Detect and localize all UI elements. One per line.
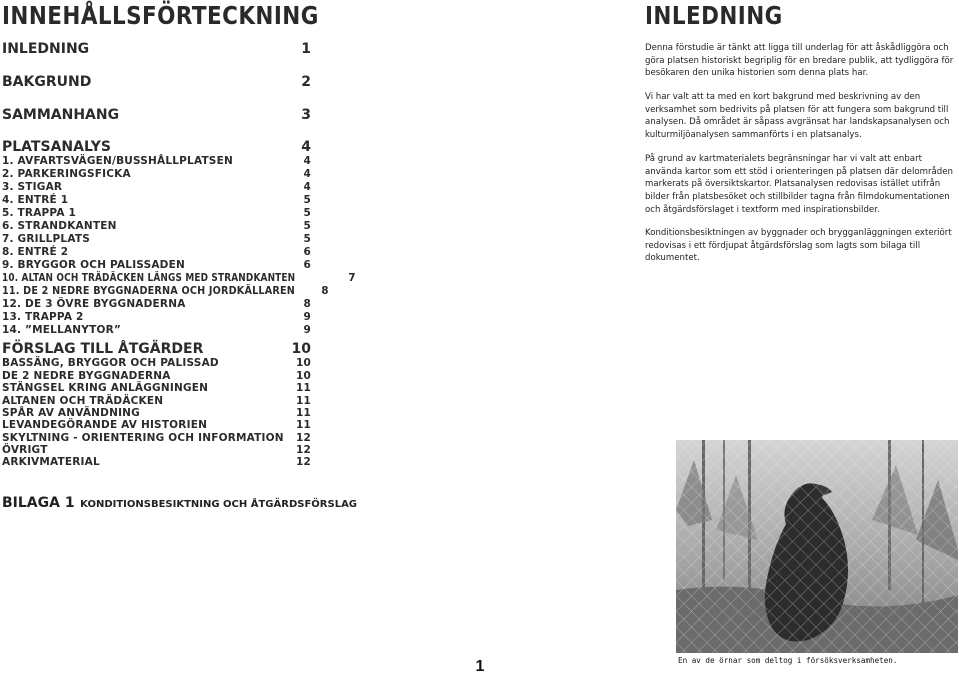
appendix-text: KONDITIONSBESIKTNING OCH ÅTGÄRDSFÖRSLAG — [80, 499, 358, 510]
toc-subentry-label: STÄNGSEL KRING ANLÄGGNINGEN — [2, 382, 209, 394]
toc-entry-page: 4 — [301, 139, 311, 155]
toc-subentry-label: 1. AVFARTSVÄGEN/BUSSHÅLLPLATSEN — [2, 155, 233, 167]
toc-subentry-label: SKYLTNING - ORIENTERING OCH INFORMATION — [2, 432, 284, 444]
toc-subentry-page: 12 — [295, 444, 311, 456]
toc-subentry-label: 3. STIGAR — [2, 181, 63, 193]
toc-entry-page: 3 — [301, 107, 311, 123]
toc-subentry-label: 12. DE 3 ÖVRE BYGGNADERNA — [2, 298, 186, 310]
toc-subentry-page: 5 — [303, 233, 311, 245]
toc-entry-sammanhang[interactable] — [2, 106, 311, 124]
toc-subentry-label: 5. TRAPPA 1 — [2, 207, 77, 219]
eagle-photo — [676, 440, 958, 653]
toc-subentry-page: 4 — [303, 181, 311, 193]
toc-entry-page: 2 — [301, 74, 311, 90]
toc-subentry-page: 8 — [321, 285, 329, 297]
toc-subentry[interactable] — [2, 181, 311, 194]
toc-subentry-page: 11 — [295, 395, 311, 407]
toc-entry-forslag[interactable] — [2, 340, 311, 358]
toc-subentry-label: 8. ENTRÉ 2 — [2, 246, 69, 258]
toc-subentry-label: 9. BRYGGOR OCH PALISSADEN — [2, 259, 185, 271]
toc-entry-label: INLEDNING — [2, 41, 90, 57]
toc-subentry[interactable] — [2, 155, 311, 168]
toc-subentry-page: 6 — [303, 246, 311, 258]
toc-subentry-label: 13. TRAPPA 2 — [2, 311, 84, 323]
toc-subentry-label: 4. ENTRÉ 1 — [2, 194, 69, 206]
toc-subentry-page: 7 — [348, 272, 356, 284]
toc-subentry-label: 11. DE 2 NEDRE BYGGNADERNA OCH JORDKÄLLAREN — [2, 285, 296, 297]
toc-subentry-label: ÖVRIGT — [2, 444, 48, 456]
toc-subentry[interactable] — [2, 259, 311, 272]
toc-subentry[interactable] — [2, 246, 311, 259]
toc-subentry[interactable] — [2, 456, 311, 469]
toc-subentry-label: DE 2 NEDRE BYGGNADERNA — [2, 370, 171, 382]
toc-subentry-page: 4 — [303, 168, 311, 180]
toc-subentry-page: 6 — [303, 259, 311, 271]
toc-subentry-label: 7. GRILLPLATS — [2, 233, 90, 245]
toc-subentry[interactable] — [2, 357, 311, 370]
toc-subentry-page: 5 — [303, 194, 311, 206]
intro-title: INLEDNING — [645, 1, 783, 30]
toc-entry-label: PLATSANALYS — [2, 139, 111, 155]
toc-subentry[interactable] — [2, 382, 311, 395]
toc-subentry-label: ALTANEN OCH TRÄDÄCKEN — [2, 395, 164, 407]
toc-entry-label: FÖRSLAG TILL ÅTGÄRDER — [2, 341, 204, 357]
toc-subentry[interactable] — [2, 168, 311, 181]
toc-title: INNEHÅLLSFÖRTECKNING — [2, 1, 319, 30]
toc-subentry-page: 10 — [295, 357, 311, 369]
toc-subentry-page: 11 — [295, 407, 311, 419]
toc-subentry-page: 12 — [295, 432, 311, 444]
intro-paragraph: Denna förstudie är tänkt att ligga till underlag för att åskådliggöra och göra platsen historiskt begriplig för en bredare publik, att tydliggöra för besökaren den unika historien som denna plats har. — [645, 43, 954, 79]
toc-subentry-page: 12 — [295, 456, 311, 468]
toc-subentry-page: 8 — [303, 298, 311, 310]
toc-subentry[interactable] — [2, 285, 329, 298]
toc-subentry-label: LEVANDEGÖRANDE AV HISTORIEN — [2, 419, 208, 431]
toc-subentry-label: 2. PARKERINGSFICKA — [2, 168, 131, 180]
photo-caption: En av de örnar som deltog i försöksverksamheten. — [678, 656, 898, 665]
intro-paragraph: På grund av kartmaterialets begränsningar har vi valt att enbart använda kartor som ett stöd i orienteringen på platsen där delområden markerats på översiktskartor. Platsanalysen redovisas istället utifrån bilder från platsbesöket och stillbilder tagna från filmdokumentationen och åtgärdsförslaget i textform med inspirationsbilder. — [645, 154, 953, 215]
toc-subentry[interactable] — [2, 272, 356, 285]
toc-subentry-label: 14. ”MELLANYTOR” — [2, 324, 121, 336]
toc-subentry-page: 4 — [303, 155, 311, 167]
toc-entry-platsanalys[interactable] — [2, 138, 311, 156]
toc-subentry[interactable] — [2, 207, 311, 220]
appendix-prefix: BILAGA 1 — [2, 495, 75, 511]
toc-subentry-page: 10 — [295, 370, 311, 382]
toc-subentry-page: 5 — [303, 220, 311, 232]
toc-subentry[interactable] — [2, 419, 311, 432]
toc-subentry[interactable] — [2, 311, 311, 324]
toc-entry-label: BAKGRUND — [2, 74, 92, 90]
toc-subentry-label: 10. ALTAN OCH TRÄDÄCKEN LÄNGS MED STRANDKANTEN — [2, 272, 296, 284]
toc-appendix[interactable] — [2, 492, 422, 512]
toc-subentry[interactable] — [2, 220, 311, 233]
toc-subentry-label: SPÅR AV ANVÄNDNING — [2, 407, 140, 419]
toc-subentry[interactable] — [2, 194, 311, 207]
toc-subentry-page: 5 — [303, 207, 311, 219]
toc-subentry-label: ARKIVMATERIAL — [2, 456, 100, 468]
intro-paragraph: Vi har valt att ta med en kort bakgrund med beskrivning av den verksamhet som bedrivits på platsen för att fungera som bakgrund till analysen. Då området är såpass avgränsat har landskapsanalysen och kulturmiljöanalysen sammanförts i en platsanalys. — [645, 92, 950, 141]
toc-subentry[interactable] — [2, 298, 311, 311]
toc-subentry-label: BASSÄNG, BRYGGOR OCH PALISSAD — [2, 357, 219, 369]
toc-entry-inledning[interactable] — [2, 40, 311, 58]
toc-subentry-page: 11 — [295, 419, 311, 431]
toc-subentry[interactable] — [2, 233, 311, 246]
toc-subentry-page: 9 — [303, 311, 311, 323]
toc-entry-page: 10 — [291, 341, 311, 357]
toc-entry-label: SAMMANHANG — [2, 107, 120, 123]
toc-subentry-page: 11 — [295, 382, 311, 394]
toc-subentry-page: 9 — [303, 324, 311, 336]
page-number: 1 — [475, 658, 485, 675]
toc-subentry[interactable] — [2, 324, 311, 337]
toc-entry-bakgrund[interactable] — [2, 73, 311, 91]
toc-subentry-label: 6. STRANDKANTEN — [2, 220, 117, 232]
toc-entry-page: 1 — [301, 41, 311, 57]
intro-paragraph: Konditionsbesiktningen av byggnader och brygganläggningen exteriört redovisas i ett fördjupat åtgärdsförslag som lagts som bilaga till dokumentet. — [645, 228, 952, 264]
